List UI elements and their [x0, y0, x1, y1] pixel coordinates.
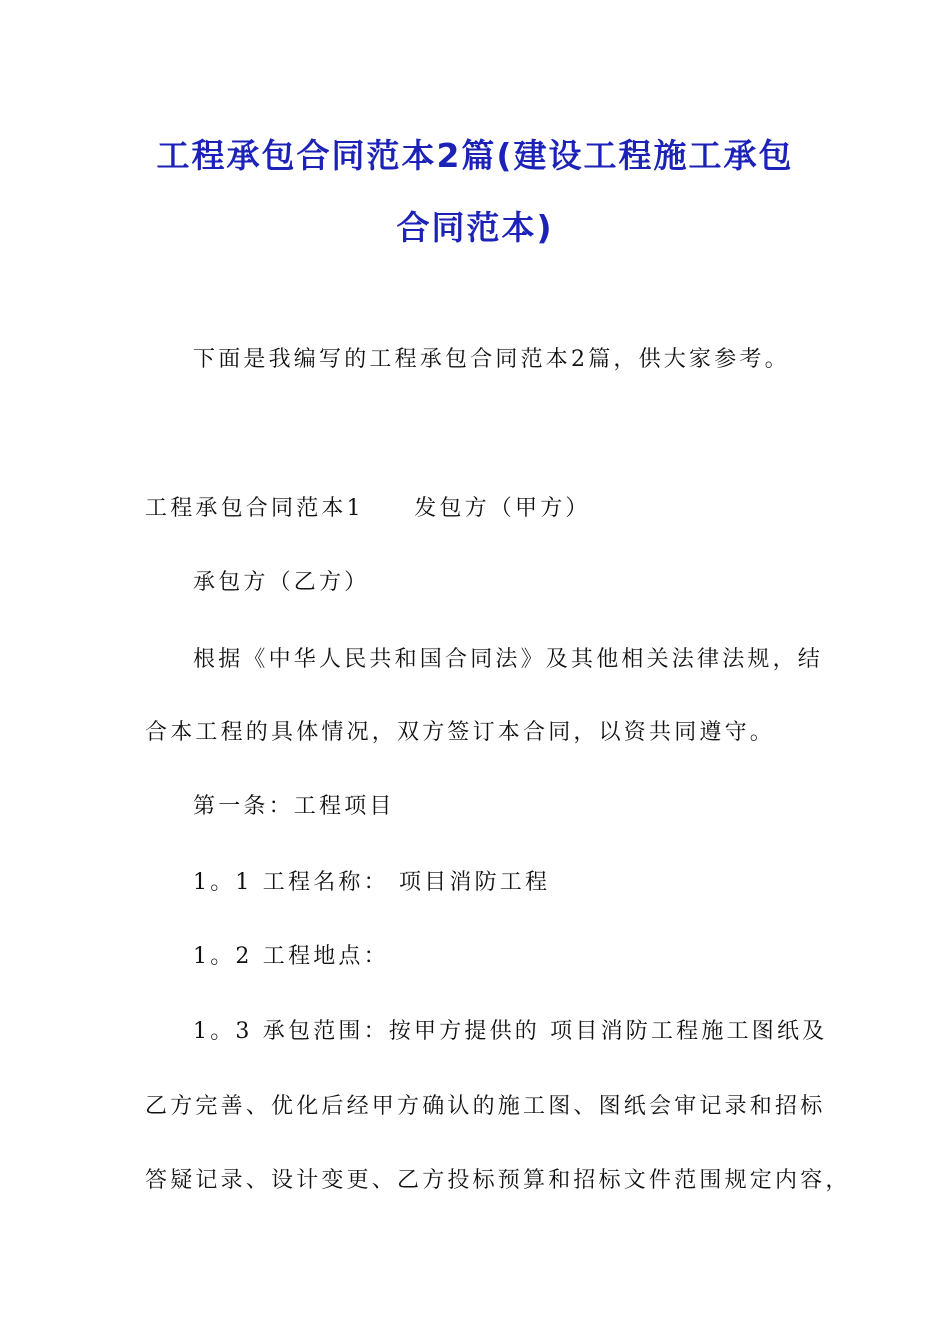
- contract-heading: 工程承包合同范本1 发包方（甲方）: [145, 496, 591, 521]
- document-title-line-2: 合同范本): [396, 208, 554, 247]
- body-text-line: 答疑记录、设计变更、乙方投标预算和招标文件范围规定内容，: [145, 1168, 851, 1193]
- clause-line: 1。1 工程名称： 项目消防工程: [193, 870, 551, 895]
- body-text-line: 合本工程的具体情况，双方签订本合同，以资共同遵守。: [145, 720, 776, 745]
- intro-paragraph: 下面是我编写的工程承包合同范本2篇，供大家参考。: [193, 347, 790, 372]
- body-text-line: 根据《中华人民共和国合同法》及其他相关法律法规，结: [193, 647, 824, 672]
- document-title-line-1: 工程承包合同范本2篇(建设工程施工承包: [156, 136, 794, 175]
- article-heading: 第一条：工程项目: [193, 794, 395, 819]
- clause-line: 1。2 工程地点：: [193, 944, 389, 969]
- party-b-line: 承包方（乙方）: [193, 570, 370, 595]
- clause-line: 1。3 承包范围：按甲方提供的 项目消防工程施工图纸及: [193, 1019, 828, 1044]
- body-text-line: 乙方完善、优化后经甲方确认的施工图、图纸会审记录和招标: [145, 1094, 826, 1119]
